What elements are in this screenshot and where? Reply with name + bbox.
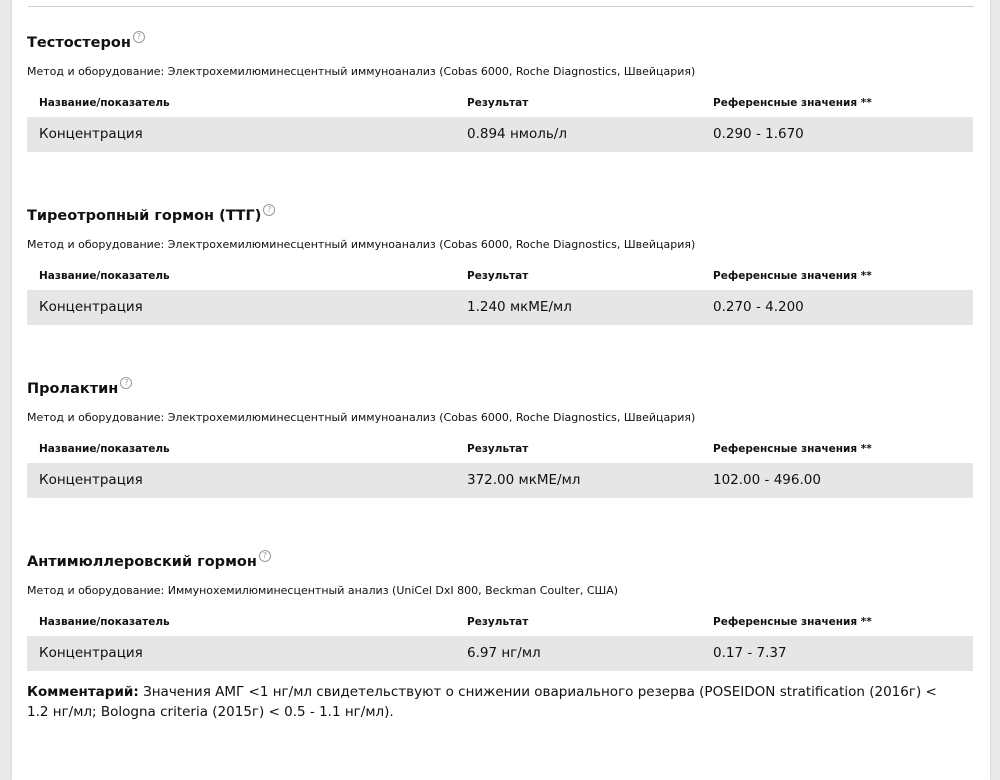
test-section-prolactin (27, 377, 973, 498)
comment-block (27, 682, 957, 722)
header-result: Результат (467, 443, 529, 455)
header-name: Название/показатель (39, 270, 170, 282)
header-result: Результат (467, 97, 529, 109)
header-result: Результат (467, 616, 529, 628)
header-reference: Референсные значения ** (713, 616, 872, 628)
row-result: 6.97 нг/мл (467, 645, 541, 661)
table-header (27, 95, 973, 111)
row-reference: 0.17 - 7.37 (713, 645, 787, 661)
table-header (27, 614, 973, 630)
top-divider (28, 6, 974, 7)
row-reference: 0.290 - 1.670 (713, 126, 804, 142)
header-name: Название/показатель (39, 616, 170, 628)
row-name: Концентрация (39, 645, 143, 661)
report-page (12, 0, 990, 780)
table-row (27, 117, 973, 152)
section-title: Тиреотропный гормон (ТТГ) (27, 208, 262, 224)
header-reference: Референсные значения ** (713, 270, 872, 282)
method-text: Метод и оборудование: Электрохемилюминесцентный иммуноанализ (Cobas 6000, Roche Diagnostics, Швейцария) (27, 238, 696, 251)
header-result: Результат (467, 270, 529, 282)
row-result: 372.00 мкМЕ/мл (467, 472, 581, 488)
table-header (27, 441, 973, 457)
header-reference: Референсные значения ** (713, 97, 872, 109)
method-text: Метод и оборудование: Иммунохемилюминесцентный анализ (UniCel DxI 800, Beckman Coulter, США) (27, 584, 619, 597)
comment-text: Значения АМГ <1 нг/мл свидетельствуют о снижении овариального резерва (POSEIDON stratification (2016г) < 1.2 нг/мл; Bologna criteria (2015г) < 0.5 - 1.1 нг/мл). (27, 684, 937, 720)
row-reference: 0.270 - 4.200 (713, 299, 804, 315)
row-name: Концентрация (39, 299, 143, 315)
test-section-tsh (27, 204, 973, 325)
row-name: Концентрация (39, 472, 143, 488)
section-title: Тестостерон (27, 35, 131, 51)
row-result: 0.894 нмоль/л (467, 126, 567, 142)
question-circle-icon[interactable]: ? (259, 550, 271, 562)
question-circle-icon[interactable]: ? (263, 204, 275, 216)
method-text: Метод и оборудование: Электрохемилюминесцентный иммуноанализ (Cobas 6000, Roche Diagnostics, Швейцария) (27, 65, 696, 78)
section-title: Антимюллеровский гормон (27, 554, 257, 570)
table-row (27, 636, 973, 671)
table-row (27, 290, 973, 325)
test-section-testosterone (27, 31, 973, 152)
header-name: Название/показатель (39, 97, 170, 109)
comment-label: Комментарий: (27, 684, 139, 700)
section-title: Пролактин (27, 381, 119, 397)
test-section-amh (27, 550, 973, 671)
header-reference: Референсные значения ** (713, 443, 872, 455)
row-reference: 102.00 - 496.00 (713, 472, 821, 488)
header-name: Название/показатель (39, 443, 170, 455)
method-text: Метод и оборудование: Электрохемилюминесцентный иммуноанализ (Cobas 6000, Roche Diagnostics, Швейцария) (27, 411, 696, 424)
table-header (27, 268, 973, 284)
question-circle-icon[interactable]: ? (120, 377, 132, 389)
row-name: Концентрация (39, 126, 143, 142)
question-circle-icon[interactable]: ? (133, 31, 145, 43)
table-row (27, 463, 973, 498)
row-result: 1.240 мкМЕ/мл (467, 299, 572, 315)
